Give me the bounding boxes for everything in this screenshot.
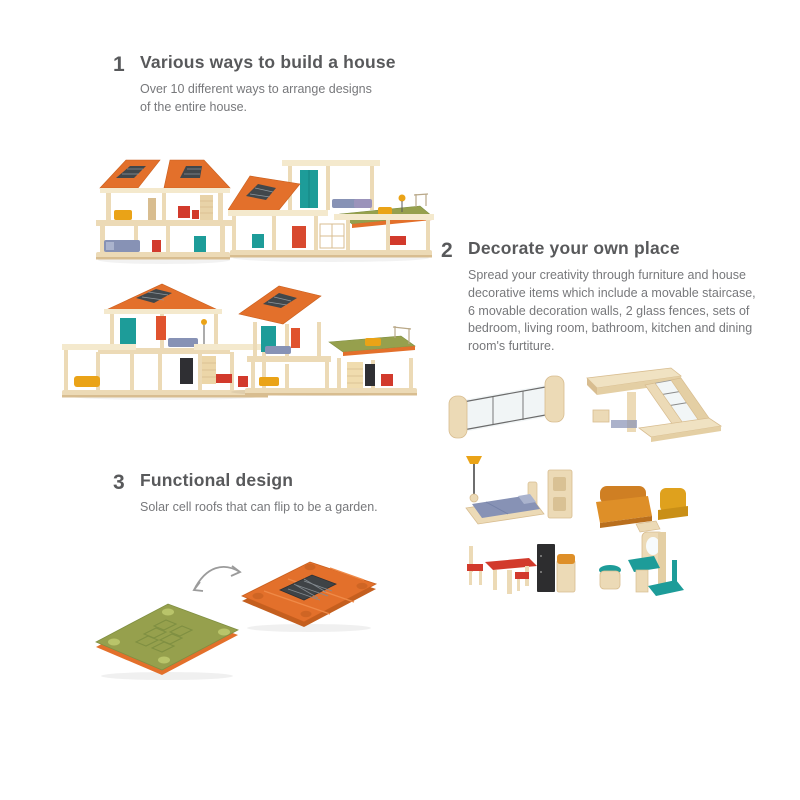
section-body: Over 10 different ways to arrange designs of the entire house. — [140, 82, 372, 114]
sofa — [259, 377, 279, 386]
section-decorate — [441, 238, 756, 356]
dollhouse-layout-1-image — [94, 148, 236, 266]
dollhouse-layout-2-image — [228, 150, 434, 264]
terrace-chair — [378, 207, 392, 215]
cabinet — [148, 198, 156, 220]
section-body: Spread your creativity through furniture and house decorative items which include a movable staircase, 6 movable decoration walls, 2 glass fences, sets of bedroom, living room, bathroom, kitchen and dining room's furtiture. — [468, 268, 756, 353]
brick-wall — [200, 195, 213, 220]
toilet-bowl — [600, 571, 620, 589]
solar-cell-roof-side-image — [238, 556, 380, 634]
terrace-chair — [365, 338, 381, 346]
table — [390, 236, 406, 245]
black-cabinet — [365, 364, 375, 386]
table — [178, 206, 190, 218]
black-door — [180, 358, 193, 384]
teal-door — [120, 318, 136, 346]
bed — [168, 338, 198, 347]
dollhouse-layout-4-image — [225, 278, 421, 398]
section-title: Decorate your own place — [468, 238, 680, 258]
table-top — [485, 558, 537, 570]
dining-room-set-image — [461, 538, 577, 604]
shower-base — [648, 580, 684, 596]
bed — [354, 199, 372, 208]
mirror — [646, 537, 660, 555]
fence-post — [449, 396, 467, 438]
red-panel — [291, 328, 300, 348]
sink-basin — [628, 556, 660, 572]
chair — [152, 240, 161, 253]
red-panel — [156, 316, 166, 340]
lamp-shade — [466, 456, 482, 464]
fence-post — [545, 376, 564, 422]
counter — [557, 560, 575, 592]
section-title: Functional design — [140, 470, 294, 490]
bathroom-set-image — [596, 530, 684, 602]
glass-fence-image — [447, 374, 567, 442]
wood-block — [593, 410, 609, 422]
stool — [192, 210, 199, 219]
section-number: 1 — [113, 53, 125, 76]
chair-seat — [467, 564, 483, 571]
brick-wall — [347, 362, 363, 388]
section-various-ways — [113, 52, 413, 117]
bedroom-set-image — [462, 452, 574, 540]
glass-panel — [463, 384, 551, 432]
lamp — [201, 319, 207, 325]
counter-cushion — [557, 554, 575, 564]
sofa — [74, 376, 100, 387]
red-cabinet — [292, 226, 306, 248]
section-number: 3 — [113, 471, 125, 494]
fridge — [537, 544, 555, 592]
sofa — [114, 210, 132, 220]
chair — [381, 374, 393, 386]
bed — [265, 346, 291, 354]
teal-chair — [252, 234, 264, 248]
chair-seat — [515, 572, 529, 579]
section-number: 2 — [441, 239, 453, 262]
wardrobe — [194, 236, 206, 253]
garden-roof-side-image — [92, 598, 242, 682]
section-functional-design — [113, 470, 443, 517]
section-body: Solar cell roofs that can flip to be a garden. — [140, 500, 378, 514]
movable-staircase-image — [585, 362, 733, 444]
sink-pedestal — [636, 570, 648, 592]
lamp — [399, 195, 406, 202]
section-title: Various ways to build a house — [140, 52, 396, 72]
flip-arrow-icon — [186, 558, 246, 596]
